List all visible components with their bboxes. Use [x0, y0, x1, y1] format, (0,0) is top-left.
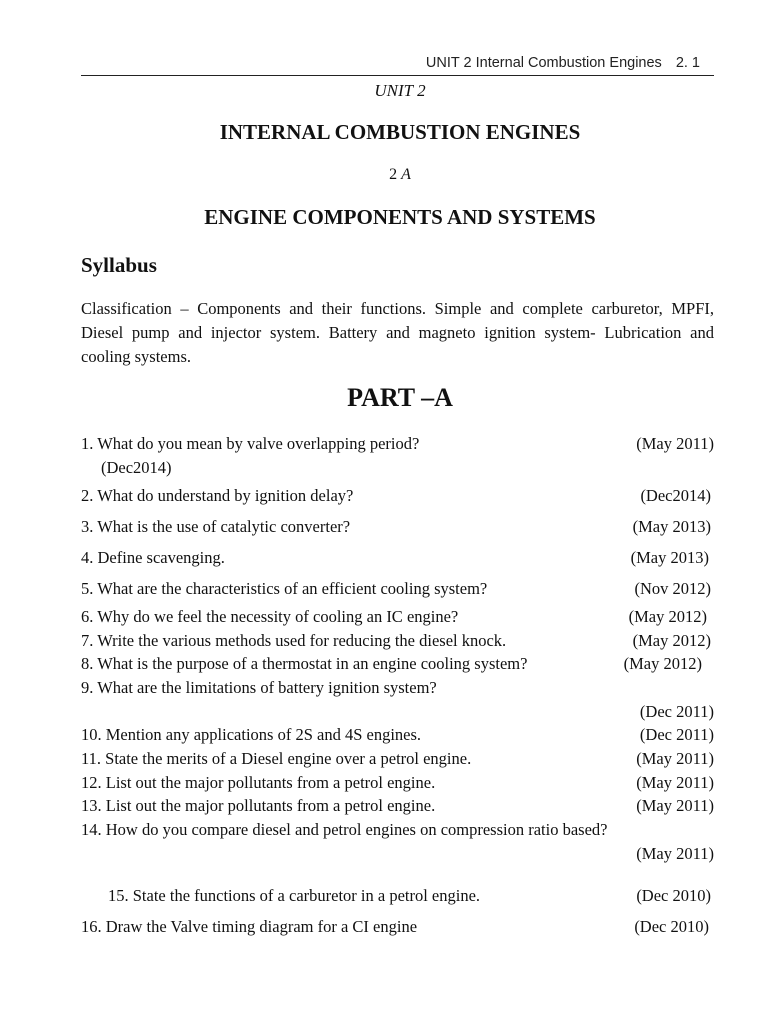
question-8: 8. What is the purpose of a thermostat in an engine cooling system?	[81, 654, 528, 673]
question-11-date: (May 2011)	[636, 749, 714, 768]
header-rule	[81, 75, 714, 76]
section-number: 2	[389, 166, 398, 183]
question-15-date: (Dec 2010)	[636, 886, 711, 905]
section-letter: A	[401, 166, 411, 183]
section-title: ENGINE COMPONENTS AND SYSTEMS	[204, 205, 596, 229]
question-1-date: (May 2011)	[636, 434, 714, 453]
question-7-date: (May 2012)	[632, 631, 711, 650]
running-title: UNIT 2 Internal Combustion Engines	[425, 55, 662, 71]
running-header	[426, 55, 700, 71]
question-12-date: (May 2011)	[636, 773, 714, 792]
question-1-date-2: (Dec2014)	[101, 458, 172, 477]
unit-title: INTERNAL COMBUSTION ENGINES	[219, 120, 581, 144]
syllabus-heading: Syllabus	[81, 253, 157, 277]
section-label	[81, 166, 719, 184]
question-14: 14. How do you compare diesel and petrol engines on compression ratio based?	[81, 820, 608, 839]
question-13: 13. List out the major pollutants from a petrol engine.	[81, 796, 436, 815]
question-8-date: (May 2012)	[623, 654, 702, 673]
question-16-date: (Dec 2010)	[634, 917, 709, 936]
question-11: 11. State the merits of a Diesel engine over a petrol engine.	[81, 749, 472, 768]
question-7: 7. Write the various methods used for reducing the diesel knock.	[81, 631, 507, 650]
question-10: 10. Mention any applications of 2S and 4S engines.	[81, 725, 422, 744]
question-9: 9. What are the limitations of battery ignition system?	[81, 678, 437, 697]
question-15: 15. State the functions of a carburetor in a petrol engine.	[108, 886, 481, 905]
question-5: 5. What are the characteristics of an efficient cooling system?	[81, 579, 488, 598]
question-2: 2. What do understand by ignition delay?	[81, 486, 354, 505]
question-16: 16. Draw the Valve timing diagram for a CI engine	[81, 917, 418, 936]
question-12: 12. List out the major pollutants from a petrol engine.	[81, 773, 436, 792]
question-3: 3. What is the use of catalytic converter?	[81, 517, 351, 536]
question-2-date: (Dec2014)	[640, 486, 711, 505]
question-9-date: (Dec 2011)	[639, 702, 714, 721]
question-6: 6. Why do we feel the necessity of cooling an IC engine?	[81, 607, 459, 626]
question-4-date: (May 2013)	[630, 548, 709, 567]
question-5-date: (Nov 2012)	[634, 579, 711, 598]
question-3-date: (May 2013)	[632, 517, 711, 536]
question-1: 1. What do you mean by valve overlapping period?	[81, 434, 420, 453]
part-heading: PART –A	[347, 383, 453, 412]
unit-label: UNIT 2	[374, 81, 426, 100]
question-13-date: (May 2011)	[636, 796, 714, 815]
question-14-date: (May 2011)	[636, 844, 714, 863]
syllabus-body: Classification – Components and their functions. Simple and complete carburetor, MPFI, Diesel pump and injector system. Battery and magneto ignition system- Lubrication and cooling systems.	[81, 299, 714, 366]
question-4: 4. Define scavenging.	[81, 548, 225, 567]
question-10-date: (Dec 2011)	[639, 725, 714, 744]
question-6-date: (May 2012)	[628, 607, 707, 626]
page-number: 2. 1	[675, 55, 700, 71]
